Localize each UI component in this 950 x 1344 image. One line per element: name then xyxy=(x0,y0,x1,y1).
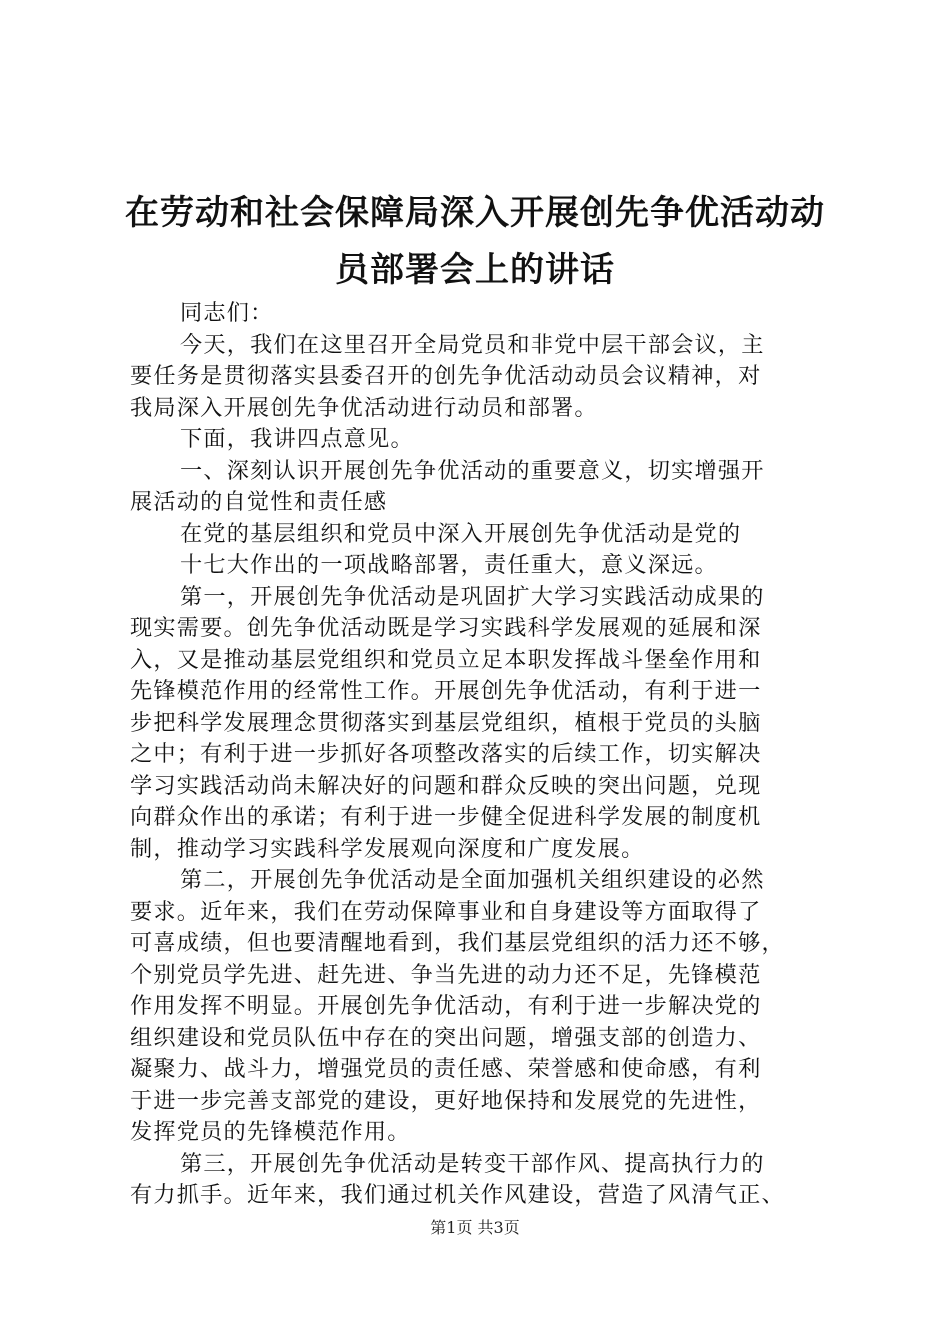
paragraph-line: 第一，开展创先争优活动是巩固扩大学习实践活动成果的 xyxy=(180,583,765,610)
paragraph-line: 个别党员学先进、赶先进、争当先进的动力还不足，先锋模范 xyxy=(130,961,762,988)
paragraph-line: 于进一步完善支部党的建设，更好地保持和发展党的先进性， xyxy=(130,1087,762,1114)
paragraph-line: 下面，我讲四点意见。 xyxy=(180,426,414,452)
paragraph-line: 第二，开展创先争优活动是全面加强机关组织建设的必然 xyxy=(180,867,765,893)
paragraph-line: 我局深入开展创先争优活动进行动员和部署。 xyxy=(130,394,598,421)
paragraph-line: 要求。近年来，我们在劳动保障事业和自身建设等方面取得了 xyxy=(130,898,762,925)
paragraph-line: 在党的基层组织和党员中深入开展创先争优活动是党的 xyxy=(180,520,742,547)
paragraph-line: 要任务是贯彻落实县委召开的创先争优活动动员会议精神，对 xyxy=(130,363,762,389)
salutation: 同志们： xyxy=(180,300,274,326)
section-heading: 一、深刻认识开展创先争优活动的重要意义，切实增强开 xyxy=(180,457,765,484)
document-title-line-1: 在劳动和社会保障局深入开展创先争优活动动 xyxy=(125,193,825,233)
paragraph-line: 十七大作出的一项战略部署，责任重大，意义深远。 xyxy=(180,552,718,578)
paragraph-line: 制，推动学习实践科学发展观向深度和广度发展。 xyxy=(130,835,645,862)
paragraph-line: 作用发挥不明显。开展创先争优活动，有利于进一步解决党的 xyxy=(130,993,762,1019)
paragraph-line: 凝聚力、战斗力，增强党员的责任感、荣誉感和使命感，有利 xyxy=(130,1056,762,1082)
paragraph-line: 入，又是推动基层党组织和党员立足本职发挥战斗堡垒作用和 xyxy=(130,646,762,673)
document-body xyxy=(130,298,830,1212)
paragraph-line: 组织建设和党员队伍中存在的突出问题，增强支部的创造力、 xyxy=(130,1024,762,1051)
paragraph-line: 可喜成绩，但也要清醒地看到，我们基层党组织的活力还不够， xyxy=(130,930,785,956)
section-heading: 展活动的自觉性和责任感 xyxy=(130,489,388,515)
paragraph-line: 之中；有利于进一步抓好各项整改落实的后续工作，切实解决 xyxy=(130,741,762,767)
paragraph-line: 今天，我们在这里召开全局党员和非党中层干部会议，主 xyxy=(180,331,765,358)
paragraph-line: 向群众作出的承诺；有利于进一步健全促进科学发展的制度机 xyxy=(130,804,762,830)
paragraph-line: 先锋模范作用的经常性工作。开展创先争优活动，有利于进一 xyxy=(130,678,762,704)
paragraph-line: 第三，开展创先争优活动是转变干部作风、提高执行力的 xyxy=(180,1150,765,1177)
paragraph-line: 现实需要。创先争优活动既是学习实践科学发展观的延展和深 xyxy=(130,615,762,641)
paragraph-line: 发挥党员的先锋模范作用。 xyxy=(130,1119,411,1145)
page-footer: 第1页 共3页 xyxy=(430,1218,520,1237)
document-title-line-2: 员部署会上的讲话 xyxy=(335,250,615,290)
paragraph-line: 步把科学发展理念贯彻落实到基层党组织，植根于党员的头脑 xyxy=(130,709,762,736)
paragraph-line: 有力抓手。近年来，我们通过机关作风建设，营造了风清气正、 xyxy=(130,1182,785,1208)
paragraph-line: 学习实践活动尚未解决好的问题和群众反映的突出问题，兑现 xyxy=(130,772,762,799)
